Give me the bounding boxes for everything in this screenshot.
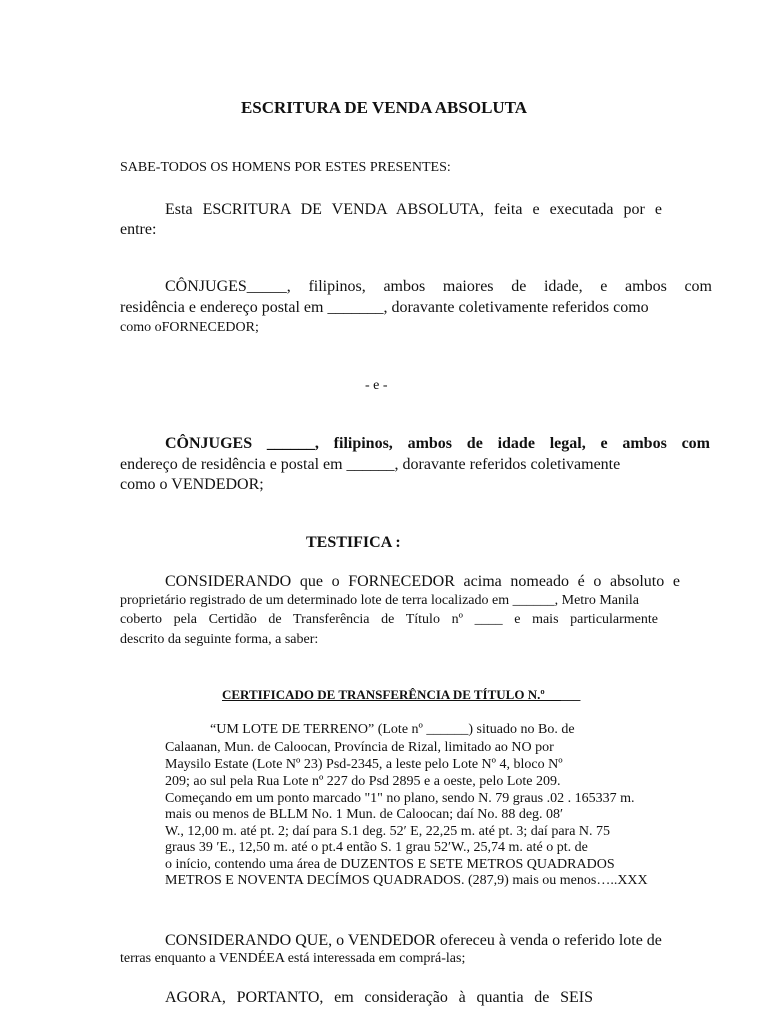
lot-line: METROS E NOVENTA DECÍMOS QUADRADOS. (287,9) mais ou menos…..XXX — [165, 873, 648, 888]
intro-line-1: Esta ESCRITURA DE VENDA ABSOLUTA, feita e executada por e — [165, 201, 662, 218]
lot-line: o início, contendo uma área de DUZENTOS E SETE METROS QUADRADOS — [165, 857, 615, 872]
certificate-heading-text: CERTIFICADO DE TRANSFERÊNCIA DE TÍTULO N.º __ — [222, 687, 561, 702]
whereas2-line-2: terras enquanto a VENDÉEA está interessada em comprá-las; — [120, 951, 466, 966]
whereas1-line-3: coberto pela Certidão de Transferência de Título nº ____ e mais particularmente — [120, 612, 658, 627]
party2-line-1: CÔNJUGES ______, filipinos, ambos de idade legal, e ambos com — [165, 435, 710, 452]
party1-line-3: como oFORNECEDOR; — [120, 320, 259, 335]
separator: - e - — [365, 378, 388, 393]
now-therefore: AGORA, PORTANTO, em consideração à quantia de SEIS — [165, 989, 593, 1006]
witnesseth-heading: TESTIFICA : — [306, 534, 401, 551]
party2-line-2: endereço de residência e postal em ______, doravante referidos coletivamente — [120, 456, 621, 473]
document-title: ESCRITURA DE VENDA ABSOLUTA — [240, 98, 528, 117]
whereas1-line-1: CONSIDERANDO que o FORNECEDOR acima nomeado é o absoluto e — [165, 573, 680, 590]
whereas1-line-4: descrito da seguinte forma, a saber: — [120, 632, 319, 647]
lot-line: Calaanan, Mun. de Caloocan, Província de Rizal, limitado ao NO por — [165, 740, 554, 755]
whereas1-line-2: proprietário registrado de um determinado lote de terra localizado em ______, Metro Manila — [120, 593, 639, 608]
lot-line: Maysilo Estate (Lote Nº 23) Psd-2345, a leste pelo Lote Nº 4, bloco Nº — [165, 757, 563, 772]
lot-line: Começando em um ponto marcado "1" no plano, sendo N. 79 graus .02 . 165337 m. — [165, 791, 635, 806]
intro-line-2: entre: — [120, 221, 157, 238]
party1-line-1: CÔNJUGES_____, filipinos, ambos maiores de idade, e ambos com — [165, 278, 712, 295]
lot-line: graus 39 ′E., 12,50 m. até o pt.4 então S. 1 grau 52′W., 25,74 m. até o pt. de — [165, 840, 588, 855]
lot-line: “UM LOTE DE TERRENO” (Lote nº ______) situado no Bo. de — [210, 722, 575, 737]
certificate-heading-tail: ___ — [560, 687, 581, 702]
certificate-heading — [222, 687, 580, 703]
lot-line: mais ou menos de BLLM No. 1 Mun. de Caloocan; daí No. 88 deg. 08′ — [165, 807, 564, 822]
party2-line-3: como o VENDEDOR; — [120, 476, 264, 493]
whereas2-line-1: CONSIDERANDO QUE, o VENDEDOR ofereceu à venda o referido lote de — [165, 932, 662, 949]
salutation: SABE-TODOS OS HOMENS POR ESTES PRESENTES: — [120, 160, 451, 175]
lot-line: 209; ao sul pela Rua Lote nº 227 do Psd 2895 e a oeste, pelo Lote 209. — [165, 774, 561, 789]
lot-line: W., 12,00 m. até pt. 2; daí para S.1 deg. 52′ E, 22,25 m. até pt. 3; daí para N. 75 — [165, 824, 611, 839]
party1-line-2: residência e endereço postal em _______, doravante coletivamente referidos como — [120, 299, 649, 316]
